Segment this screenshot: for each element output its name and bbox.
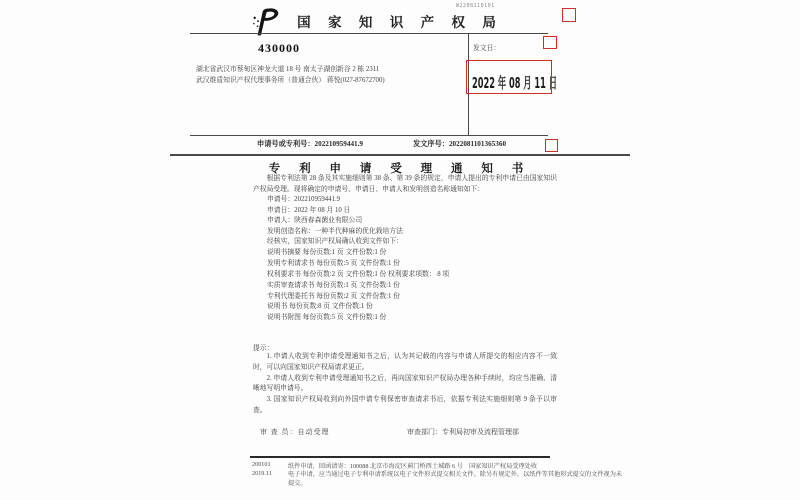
application-number-line: 申请号或专利号：202210959441.9	[257, 140, 364, 148]
received-files-list	[267, 237, 449, 324]
footer-efiling-note: 电子申请，应当通过电子专利申请系统以电子文件形式提交相关文件。除另有规定外，以纸件等其他形式提交的文件视为未提交。	[288, 471, 623, 487]
recipient-postcode: 430000	[258, 41, 300, 55]
agency-title: 国 家 知 识 产 权 局	[297, 15, 503, 30]
notice-title: 专 利 申 请 受 理 通 知 书	[268, 163, 532, 175]
file-item: 说明书 每份页数:8 页 文件份数:1 份	[267, 303, 373, 311]
file-item: 实质审查请求书 每份页数:1 页 文件份数:1 份	[267, 281, 400, 289]
file-item: 说明书摘要 每份页数:1 页 文件份数:1 份	[267, 248, 387, 256]
title-separator-rule	[170, 154, 630, 156]
annotation-box-serial-row	[545, 139, 558, 152]
field-application-date: 申请日：2022 年 08 月 10 日	[267, 206, 351, 214]
form-revision-date: 2019.11	[252, 470, 272, 477]
note-item: 3. 国家知识产权局收到向外国申请专利保密审查请求书后，依据专利法实施细则第 9 条予以审查。	[253, 396, 557, 414]
header-rule	[190, 33, 548, 34]
recipient-agent-line: 武汉维盾知识产权代理事务所（普通合伙） 蒋悦(027-87672700)	[196, 77, 385, 84]
notes-list	[253, 352, 557, 417]
field-application-number: 申请号：202210959441.9	[267, 196, 341, 203]
footer-paper-filing-note: 纸件申请，回函请寄：100088 北京市海淀区蓟门桥西土城路 6 号 国家知识产权局受理处收	[288, 463, 538, 470]
file-item: 权利要求书 每份页数:2 页 文件份数:1 份 权利要求项数： 8 项	[267, 270, 450, 278]
issue-date-stamp: 2022 年 08 月 11 日	[472, 74, 558, 92]
file-item: 说明书附图 每份页数:5 页 文件份数:1 份	[267, 314, 387, 322]
file-item: 专利代理委托书 每份页数:2 页 文件份数:1 份	[267, 292, 400, 300]
document-barcode-number: W2208110101	[456, 3, 495, 9]
note-item: 1. 申请人收到专利申请受理通知书之后，认为其记载的内容与申请人所提交的相应内容不一致时，可以向国家知识产权局请求更正。	[253, 353, 557, 371]
field-invention-title: 发明创造名称：一种半代种麻的优化栽培方法	[267, 227, 403, 235]
form-code: 200101	[252, 461, 271, 468]
annotation-box-top-right	[562, 8, 576, 22]
serial-number-line: 发文序号：2022081101365360	[413, 140, 507, 148]
examiner-line: 审 查 员：自动受理	[260, 428, 330, 436]
review-department-line: 审查部门：专利局初审及流程管理部	[407, 428, 519, 436]
note-item: 2. 申请人收到专利申请受理通知书之后，再向国家知识产权局办理各种手续时，均应当准确、清晰地写明申请号。	[253, 374, 557, 393]
file-item: 发明专利请求书 每份页数:5 页 文件份数:1 份	[267, 259, 400, 267]
files-confirm-line: 经核实，国家知识产权局确认收到文件如下：	[267, 238, 403, 245]
field-applicant: 申请人：陕西春森菌业有限公司	[267, 217, 363, 225]
issue-date-label: 发文日：	[473, 45, 501, 52]
annotation-box-issue-label	[543, 36, 557, 49]
address-block-bottom-rule	[190, 135, 548, 136]
body-paragraph: 根据专利法第 28 条及其实施细则第 38 条、第 39 条的规定，申请人提出的专利申请已由国家知识产权局受理。现将确定的申请号、申请日、申请人和发明创造名称通知如下：	[253, 175, 557, 193]
recipient-address: 湖北省武汉市蔡甸区神龙大道 18 号 南太子湖创新谷 2 栋 2311	[196, 66, 380, 73]
annotation-box-issue-date	[466, 60, 552, 94]
footer-rule	[250, 456, 550, 458]
notes-label: 提示：	[253, 345, 274, 352]
application-fields	[267, 195, 403, 237]
